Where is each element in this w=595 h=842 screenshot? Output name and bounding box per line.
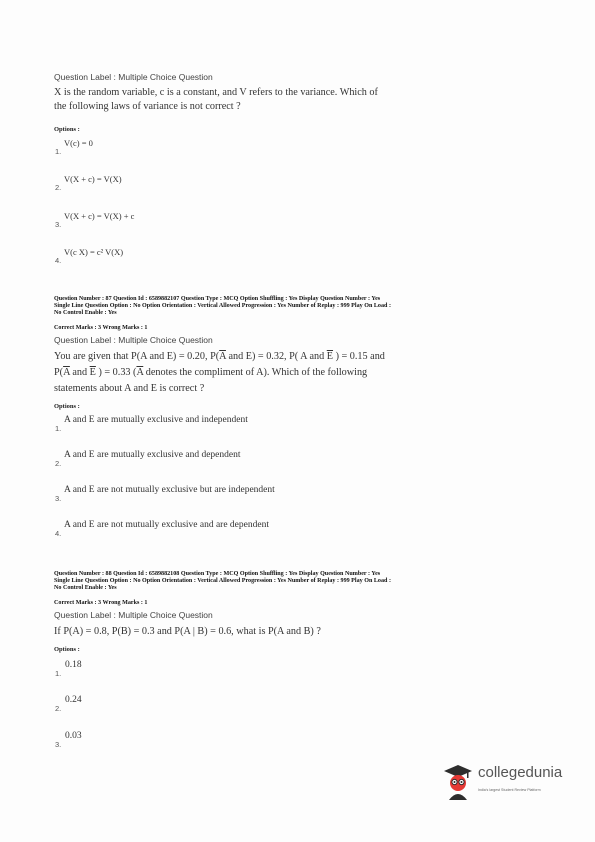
option-number: 1. [55, 669, 62, 678]
options-heading: Options : [54, 646, 80, 653]
option-text: 0.18 [65, 660, 82, 670]
question-meta-line: Question Number : 88 Question Id : 6589882108 Question Type : MCQ Option Shuffling : Yes Display Question Number : Yes [54, 571, 381, 577]
question-text-line: statements about A and E is correct ? [54, 383, 205, 394]
question-text-line: X is the random variable, c is a constant, and V refers to the variance. Which of [54, 87, 378, 98]
option-text: 0.24 [65, 695, 82, 705]
question-meta-line: Single Line Question Option : No Option Orientation : Vertical Allowed Progression : Yes Number of Replay : 999 Play On Load : [54, 303, 391, 310]
marks-info: Correct Marks : 3 Wrong Marks : 1 [54, 325, 148, 331]
logo-tagline: India's largest Student Review Platform [478, 788, 541, 792]
logo-wordmark: collegedunia [478, 764, 563, 781]
option-text: A and E are not mutually exclusive but are independent [64, 485, 275, 495]
option-text: V(c X) = c² V(X) [64, 247, 124, 257]
question-meta-line: Question Number : 87 Question Id : 6589882107 Question Type : MCQ Option Shuffling : Yes Display Question Number : Yes [54, 296, 381, 302]
marks-info: Correct Marks : 3 Wrong Marks : 1 [54, 600, 148, 606]
question-meta-line: Single Line Question Option : No Option Orientation : Vertical Allowed Progression : Yes Number of Replay : 999 Play On Load : [54, 578, 391, 585]
option-text: V(c) = 0 [64, 138, 93, 148]
question-text: If P(A) = 0.8, P(B) = 0.3 and P(A | B) = 0.6, what is P(A and B) ? [54, 626, 321, 637]
option-text: A and E are mutually exclusive and independent [64, 415, 248, 425]
question-text-line: $P(\overline{A}$ and $\overline{E}$ ) = 0.33 ($\overline{A}$ denotes the compliment of A). Which of the following [54, 367, 368, 378]
option-number: 4. [55, 256, 62, 265]
question-label: Question Label : Multiple Choice Question [54, 610, 213, 620]
option-text: A and E are not mutually exclusive and are dependent [64, 520, 269, 530]
option-number: 3. [55, 220, 62, 229]
question-text-line: the following laws of variance is not correct ? [54, 101, 241, 112]
options-heading: Options : [54, 403, 80, 410]
option-text: V(X + c) = V(X) [64, 174, 122, 184]
option-text: 0.03 [65, 731, 82, 741]
option-number: 2. [55, 183, 62, 192]
options-heading: Options : [54, 126, 80, 133]
question-meta [54, 296, 554, 318]
option-number: 2. [55, 704, 62, 713]
option-text: V(X + c) = V(X) + c [64, 211, 135, 221]
collegedunia-logo [440, 762, 580, 802]
option-number: 1. [55, 424, 62, 433]
student-mascot-icon [440, 762, 476, 802]
question-meta [54, 571, 554, 593]
question-text-line: You are given that P(A and E) = 0.20, $P(\overline{A}$ and E) = 0.32, P( A and $\overline{E}$ ) = 0.15 and [54, 351, 385, 362]
question-meta-line: No Control Enable : Yes [54, 310, 117, 317]
option-number: 1. [55, 147, 62, 156]
option-number: 2. [55, 459, 62, 468]
option-text: A and E are mutually exclusive and dependent [64, 450, 241, 460]
question-label: Question Label : Multiple Choice Question [54, 72, 213, 82]
option-number: 3. [55, 494, 62, 503]
question-meta-line: No Control Enable : Yes [54, 585, 117, 592]
question-label: Question Label : Multiple Choice Question [54, 335, 213, 345]
option-number: 4. [55, 529, 62, 538]
option-number: 3. [55, 740, 62, 749]
